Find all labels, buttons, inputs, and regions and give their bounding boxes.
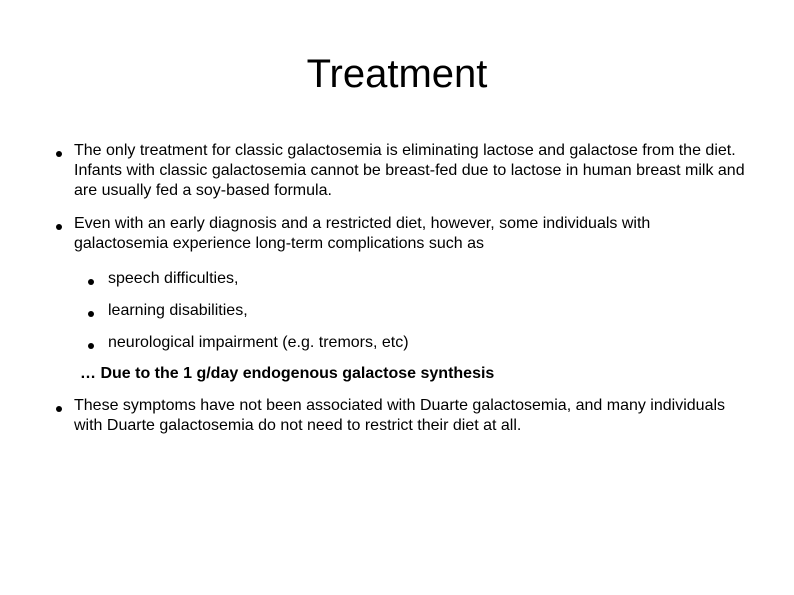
bullet-text: Even with an early diagnosis and a restricted diet, however, some individuals with galactosemia experience long-term complications such as (74, 215, 651, 252)
bullet-dot (56, 406, 62, 412)
slide-title: Treatment (306, 52, 488, 96)
note-text: … Due to the 1 g/day endogenous galactose synthesis (80, 365, 495, 382)
sub-bullet-text: learning disabilities, (108, 302, 248, 319)
sub-bullet-dot (88, 311, 94, 317)
sub-bullet-text: neurological impairment (e.g. tremors, etc) (108, 334, 409, 351)
sub-bullet-dot (88, 343, 94, 349)
bullet-text: These symptoms have not been associated with Duarte galactosemia, and many individuals with Duarte galactosemia do not need to restrict their diet at all. (74, 397, 726, 434)
bullet-dot (56, 224, 62, 230)
bullet-dot (56, 151, 62, 157)
bullet-text: The only treatment for classic galactosemia is eliminating lactose and galactose from the diet. Infants with classic galactosemia cannot be breast-fed due to lactose in human breast milk and are usually fed a soy-based formula. (74, 142, 745, 199)
sub-bullet-dot (88, 279, 94, 285)
sub-bullet-text: speech difficulties, (108, 270, 239, 287)
